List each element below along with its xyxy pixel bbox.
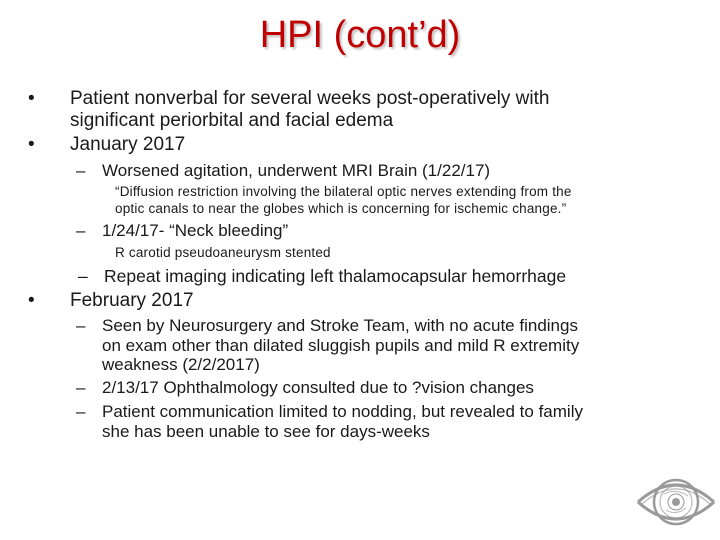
sub-bullet-text-line: 1/24/17- “Neck bleeding” <box>102 221 289 240</box>
bullet-marker: • <box>28 134 35 155</box>
sub-bullet-text-line: Repeat imaging indicating left thalamocapsular hemorrhage <box>104 266 567 286</box>
quote-text-line: “Diffusion restriction involving the bilateral optic nerves extending from the <box>115 184 572 199</box>
eye-seal-logo-icon <box>636 462 716 538</box>
dash-marker: – <box>76 378 86 397</box>
detail-text-line: R carotid pseudoaneurysm stented <box>115 245 331 260</box>
bullet-item <box>28 88 550 132</box>
dash-marker: – <box>76 221 86 240</box>
quote-text-line: optic canals to near the globes which is concerning for ischemic change.” <box>115 201 567 216</box>
sub-bullet-item <box>76 161 491 181</box>
slide-title: HPI (cont’d) <box>259 14 461 56</box>
sub-bullet-item <box>76 316 580 375</box>
sub-bullet-text-line: on exam other than dilated sluggish pupils and mild R extremity <box>102 335 580 355</box>
dash-marker: – <box>76 402 86 421</box>
bullet-marker: • <box>28 88 35 109</box>
sub-bullet-text-line: she has been unable to see for days-weeks <box>102 421 430 441</box>
sub-bullet-text-line: Worsened agitation, underwent MRI Brain (1/22/17) <box>102 161 491 180</box>
quote-text <box>115 183 572 217</box>
dash-marker: – <box>78 266 88 286</box>
bullet-item <box>28 290 194 312</box>
bullet-text-line: January 2017 <box>70 134 186 155</box>
sub-bullet-text-line: weakness (2/2/2017) <box>102 355 260 374</box>
dash-marker: – <box>76 316 86 335</box>
bullet-text-line: significant periorbital and facial edema <box>70 110 394 131</box>
bullet-text-line: Patient nonverbal for several weeks post-operatively with <box>70 88 550 109</box>
bullet-item <box>28 134 186 156</box>
bullet-marker: • <box>28 290 35 311</box>
sub-bullet-text-line: Seen by Neurosurgery and Stroke Team, with no acute findings <box>102 316 578 335</box>
sub-bullet-item <box>78 266 567 286</box>
bullet-text-line: February 2017 <box>70 290 194 311</box>
sub-bullet-item <box>76 221 289 241</box>
dash-marker: – <box>76 161 86 180</box>
sub-bullet-text-line: Patient communication limited to nodding, but revealed to family <box>102 402 583 421</box>
sub-bullet-item <box>76 378 534 398</box>
sub-bullet-item <box>76 402 583 441</box>
sub-bullet-text-line: 2/13/17 Ophthalmology consulted due to ?vision changes <box>102 378 534 397</box>
detail-text <box>115 244 331 261</box>
